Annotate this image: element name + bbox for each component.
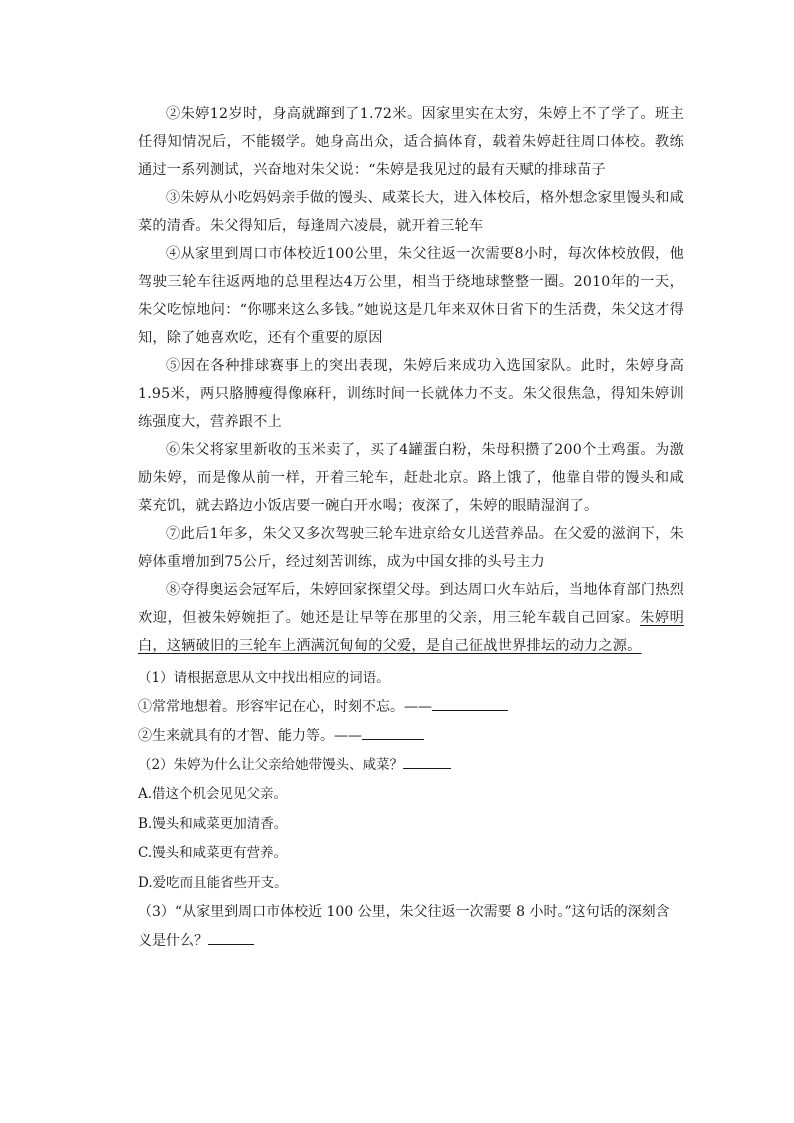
- question-1a-text: ①常常地想着。形容牢记在心，时刻不忘。——: [138, 699, 432, 715]
- question-3-line-1: （3）“从家里到周口市体校近 100 公里，朱父往返一次需要 8 小时。”这句话的深刻含: [138, 904, 670, 920]
- question-1-prompt: （1）请根据意思从文中找出相应的词语。: [138, 670, 390, 686]
- paragraph-5: ⑤因在各种排球赛事上的突出表现，朱婷后来成功入选国家队。此时，朱婷身高1.95米，两只胳膊瘦得像麻秆，训练时间一长就体力不支。朱父很焦急，得知朱婷训练强度大，营养跟不上: [138, 358, 684, 430]
- option-b: B.馒头和咸菜更加清香。: [138, 815, 288, 832]
- question-1a: [138, 693, 684, 722]
- question-1b-text: ②生来就具有的才智、能力等。——: [138, 728, 362, 744]
- paragraph-4: ④从家里到周口市体校近100公里，朱父往返一次需要8小时，每次体校放假，他驾驶三轮车往返两地的总里程达4万公里，相当于绕地球整整一圈。2010年的一天，朱父吃惊地问：“你哪来这么多钱。”她说这是几年来双休日省下的生活费，朱父这才得知，除了她喜欢吃，还有个重要的原因: [138, 246, 684, 346]
- paragraph-6: ⑥朱父将家里新收的玉米卖了，买了4罐蛋白粉，朱母积攒了200个土鸡蛋。为激励朱婷，而是像从前一样，开着三轮车，赶赴北京。路上饿了，他靠自带的馒头和咸菜充饥，就去路边小饭店要一碗白开水喝；夜深了，朱婷的眼睛湿润了。: [138, 442, 684, 514]
- answer-blank-1a[interactable]: [432, 696, 508, 711]
- paragraph-8-text: ⑧夺得奥运会冠军后，朱婷回家探望父母。到达周口火车站后，当地体育部门热烈欢迎，但被朱婷婉拒了。她还是让早等在那里的父亲，用三轮车载自己回家。: [138, 582, 684, 626]
- paragraph-3: ③朱婷从小吃妈妈亲手做的馒头、咸菜长大，进入体校后，格外想念家里馒头和咸菜的清香。朱父得知后，每逢周六凌晨，就开着三轮车: [138, 190, 684, 234]
- question-3-line-2: [138, 927, 684, 956]
- question-1b: [138, 722, 684, 751]
- paragraph-7: ⑦此后1年多，朱父又多次驾驶三轮车进京给女儿送营养品。在父爱的滋润下，朱婷体重增加到75公斤，经过刻苦训练，成为中国女排的头号主力: [138, 526, 684, 570]
- question-3-text: 义是什么？: [138, 933, 208, 949]
- option-a: A.借这个机会见见父亲。: [138, 786, 288, 802]
- answer-blank-1b[interactable]: [362, 725, 424, 740]
- paragraph-8: [138, 576, 684, 660]
- question-2-text: （2）朱婷为什么让父亲给她带馒头、咸菜？: [138, 757, 404, 773]
- reading-passage: [138, 100, 684, 956]
- answer-blank-3[interactable]: [208, 930, 254, 945]
- paragraph-2: ②朱婷12岁时，身高就蹿到了1.72米。因家里实在太穷，朱婷上不了学了。班主任得知情况后，不能辍学。她身高出众，适合搞体育，载着朱婷赶往周口体校。教练通过一系列测试，兴奋地对朱父说：“朱婷是我见过的最有天赋的排球苗子: [138, 106, 684, 178]
- questions-section: [138, 664, 684, 956]
- option-c: C.馒头和咸菜更有营养。: [138, 845, 288, 861]
- option-d: D.爱吃而且能省些开支。: [138, 874, 288, 891]
- question-2-prompt: [138, 751, 684, 780]
- underlined-sentence: 朱婷明白，这辆破旧的三轮车上洒满沉甸甸的父爱，是自己征战世界排坛的动力之源。: [138, 610, 684, 654]
- answer-blank-2[interactable]: [403, 754, 451, 769]
